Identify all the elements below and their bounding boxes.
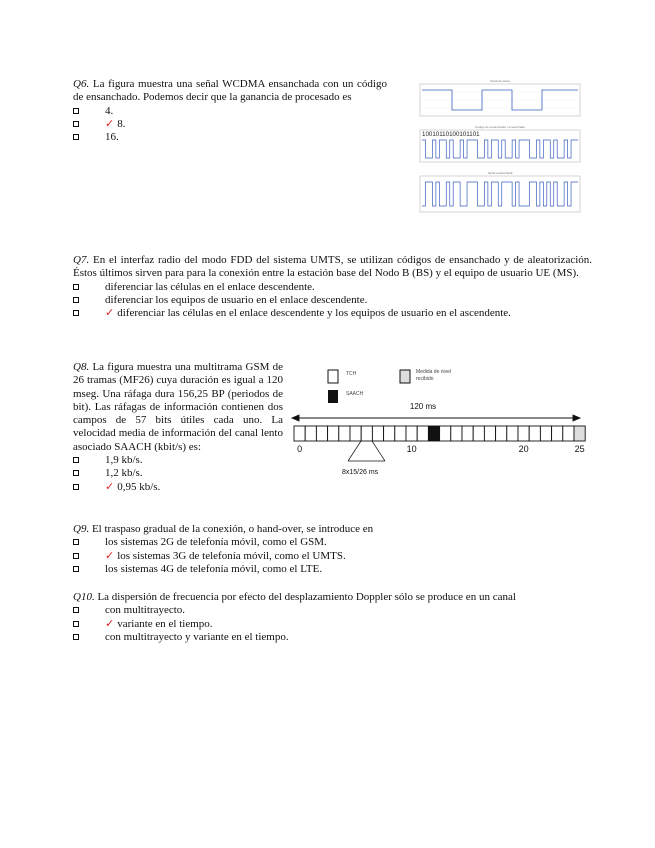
legend-medida-box bbox=[400, 370, 410, 383]
panel-code-title: Código de ensanchado / ensanchada bbox=[475, 125, 525, 129]
question-6-stem bbox=[73, 78, 387, 105]
legend-tch-box bbox=[328, 370, 338, 383]
legend-medida-label bbox=[416, 369, 452, 382]
panel-spread-signal bbox=[420, 171, 580, 212]
answer-option-label bbox=[105, 563, 322, 576]
panel-data-signal-title: Señal de datos bbox=[489, 79, 511, 83]
answer-option-label bbox=[105, 294, 367, 307]
checkbox-icon[interactable] bbox=[73, 621, 79, 627]
answer-option-label bbox=[105, 131, 119, 144]
tch-slot bbox=[473, 426, 484, 441]
checkbox-icon[interactable] bbox=[73, 297, 79, 303]
answer-option[interactable] bbox=[73, 481, 283, 494]
tch-slot bbox=[563, 426, 574, 441]
tch-slot bbox=[294, 426, 305, 441]
option-text: diferenciar las células en el enlace descendente y los equipos de usuario en el ascendente. bbox=[117, 307, 511, 320]
checkbox-icon[interactable] bbox=[73, 607, 79, 613]
slot-duration-label: 8x15/26 ms bbox=[342, 469, 379, 476]
checkbox-icon[interactable] bbox=[73, 553, 79, 559]
question-9-number: Q9. bbox=[73, 523, 90, 535]
tch-slot bbox=[372, 426, 383, 441]
answer-option[interactable] bbox=[73, 467, 283, 480]
checkbox-icon[interactable] bbox=[73, 284, 79, 290]
answer-option[interactable] bbox=[73, 631, 592, 644]
tch-slot bbox=[339, 426, 350, 441]
question-7 bbox=[73, 254, 592, 320]
checkbox-icon[interactable] bbox=[73, 566, 79, 572]
checkbox-icon[interactable] bbox=[73, 310, 79, 316]
option-text: 0,95 kb/s. bbox=[117, 480, 161, 493]
tick-label: 20 bbox=[518, 444, 529, 454]
question-9-stem bbox=[73, 523, 592, 536]
panel-data-signal bbox=[420, 79, 580, 116]
saach-slot bbox=[428, 426, 439, 441]
tch-slot bbox=[406, 426, 417, 441]
answer-option[interactable] bbox=[73, 536, 592, 549]
frame-tick-labels bbox=[297, 444, 585, 454]
tch-slot bbox=[540, 426, 551, 441]
tick-label: 0 bbox=[297, 444, 303, 454]
option-text: 8. bbox=[117, 117, 126, 130]
answer-option[interactable] bbox=[73, 281, 592, 294]
checkbox-icon[interactable] bbox=[73, 539, 79, 545]
answer-option[interactable] bbox=[73, 307, 592, 320]
option-text: diferenciar los equipos de usuario en el enlace descendente. bbox=[105, 293, 368, 306]
question-9 bbox=[73, 523, 592, 576]
legend-medida-label-line2: recibido bbox=[416, 376, 434, 382]
tch-slot bbox=[440, 426, 451, 441]
answer-option[interactable] bbox=[73, 604, 592, 617]
question-10-number: Q10. bbox=[73, 591, 95, 603]
answer-option-label bbox=[105, 118, 125, 131]
answer-option-label bbox=[105, 281, 315, 294]
panel-spread-title: Señal ensanchada bbox=[487, 171, 513, 175]
question-6 bbox=[73, 78, 387, 144]
answer-option-label bbox=[105, 618, 213, 631]
panel-code bbox=[420, 125, 580, 162]
tch-slot bbox=[361, 426, 372, 441]
legend-medida-label-line1: Medida de nivel bbox=[416, 369, 452, 375]
answer-option[interactable] bbox=[73, 294, 592, 307]
question-10-text: La dispersión de frecuencia por efecto del desplazamiento Doppler sólo se produce en un canal bbox=[97, 591, 516, 603]
tch-slot bbox=[518, 426, 529, 441]
tch-slot bbox=[451, 426, 462, 441]
code-waveform bbox=[422, 140, 578, 158]
question-10-stem bbox=[73, 591, 592, 604]
answer-option-label bbox=[105, 454, 143, 467]
tch-slot bbox=[496, 426, 507, 441]
tch-slot bbox=[462, 426, 473, 441]
option-text: 4. bbox=[105, 104, 114, 117]
frame-slots bbox=[294, 426, 585, 441]
answer-option-label bbox=[105, 536, 327, 549]
question-8-number: Q8. bbox=[73, 361, 90, 373]
question-8-text: La figura muestra una multitrama GSM de 26 tramas (MF26) cuya duración es igual a 120 mseg. Una ráfaga dura 156,25 BP (periodos de bit). Las ráfagas de información contienen dos campos de 57 bits útiles cada uno. La velocidad media de información del canal lento asociado SAACH (kbit/s) es: bbox=[73, 361, 283, 453]
legend-saach-box bbox=[328, 390, 338, 403]
tch-slot bbox=[395, 426, 406, 441]
checkbox-icon[interactable] bbox=[73, 134, 79, 140]
tch-slot bbox=[328, 426, 339, 441]
answer-option-label bbox=[105, 105, 113, 118]
wcdma-figure bbox=[416, 76, 584, 218]
answer-option-label bbox=[105, 481, 160, 494]
option-text: variante en el tiempo. bbox=[117, 617, 213, 630]
gsm-multiframe-figure bbox=[290, 363, 586, 481]
option-text: los sistemas 3G de telefonía móvil, como el UMTS. bbox=[117, 549, 346, 562]
question-9-text: El traspaso gradual de la conexión, o hand-over, se introduce en bbox=[91, 523, 374, 535]
option-text: 1,2 kb/s. bbox=[105, 467, 143, 480]
question-9-options bbox=[73, 536, 592, 576]
option-text: diferenciar las células en el enlace descendente. bbox=[105, 280, 315, 293]
tch-slot bbox=[552, 426, 563, 441]
duration-arrow bbox=[292, 415, 580, 421]
correct-check-icon: ✓ bbox=[105, 117, 115, 130]
question-8-stem bbox=[73, 361, 283, 454]
tch-slot bbox=[305, 426, 316, 441]
correct-check-icon: ✓ bbox=[105, 617, 115, 630]
spread-waveform bbox=[422, 182, 578, 206]
tch-slot bbox=[350, 426, 361, 441]
correct-check-icon: ✓ bbox=[105, 307, 115, 320]
correct-check-icon: ✓ bbox=[105, 480, 115, 493]
checkbox-icon[interactable] bbox=[73, 121, 79, 127]
question-10 bbox=[73, 591, 592, 644]
checkbox-icon[interactable] bbox=[73, 108, 79, 114]
legend-saach-label: SAACH bbox=[346, 391, 364, 397]
slot-duration-marker bbox=[348, 441, 385, 461]
checkbox-icon[interactable] bbox=[73, 457, 79, 463]
question-6-options bbox=[73, 105, 387, 145]
measurement-slot bbox=[574, 426, 585, 441]
question-7-number: Q7. bbox=[73, 254, 90, 266]
answer-option-label bbox=[105, 467, 143, 480]
tch-slot bbox=[384, 426, 395, 441]
tch-slot bbox=[507, 426, 518, 441]
checkbox-icon[interactable] bbox=[73, 470, 79, 476]
answer-option[interactable] bbox=[73, 550, 592, 563]
question-8-options bbox=[73, 454, 283, 494]
checkbox-icon[interactable] bbox=[73, 634, 79, 640]
answer-option-label bbox=[105, 550, 346, 563]
question-7-stem bbox=[73, 254, 592, 281]
checkbox-icon[interactable] bbox=[73, 484, 79, 490]
code-bits-label: 10010110100101101 bbox=[422, 131, 480, 138]
option-text: los sistemas 4G de telefonía móvil, como el LTE. bbox=[105, 562, 323, 575]
tch-slot bbox=[417, 426, 428, 441]
tch-slot bbox=[484, 426, 495, 441]
legend-tch-label: TCH bbox=[346, 371, 357, 377]
answer-option-label bbox=[105, 604, 185, 617]
correct-check-icon: ✓ bbox=[105, 549, 115, 562]
option-text: con multitrayecto y variante en el tiempo. bbox=[105, 630, 289, 643]
question-10-options bbox=[73, 604, 592, 644]
answer-option-label bbox=[105, 631, 289, 644]
tch-slot bbox=[316, 426, 327, 441]
answer-option[interactable] bbox=[73, 118, 387, 131]
tick-label: 25 bbox=[574, 444, 585, 454]
question-8 bbox=[73, 361, 283, 494]
tick-label: 10 bbox=[406, 444, 417, 454]
answer-option[interactable] bbox=[73, 131, 387, 144]
question-7-text: En el interfaz radio del modo FDD del sistema UMTS, se utilizan códigos de ensanchado y de aleatorización. Éstos últimos sirven para para la conexión entre la estación base del Nodo B (BS) y el equipo de usuario UE (MS). bbox=[73, 254, 593, 280]
answer-option[interactable] bbox=[73, 105, 387, 118]
option-text: 1,9 kb/s. bbox=[105, 454, 143, 467]
duration-label: 120 ms bbox=[409, 402, 437, 411]
tch-slot bbox=[529, 426, 540, 441]
option-text: con multitrayecto. bbox=[105, 604, 186, 617]
question-6-text: La figura muestra una señal WCDMA ensanchada con un código de ensanchado. Podemos decir que la ganancia de procesado es bbox=[73, 78, 387, 104]
question-6-number: Q6. bbox=[73, 78, 90, 90]
option-text: 16. bbox=[105, 131, 119, 144]
question-7-options bbox=[73, 281, 592, 321]
answer-option[interactable] bbox=[73, 454, 283, 467]
answer-option[interactable] bbox=[73, 618, 592, 631]
answer-option-label bbox=[105, 307, 511, 320]
option-text: los sistemas 2G de telefonía móvil, como el GSM. bbox=[105, 536, 327, 549]
answer-option[interactable] bbox=[73, 563, 592, 576]
